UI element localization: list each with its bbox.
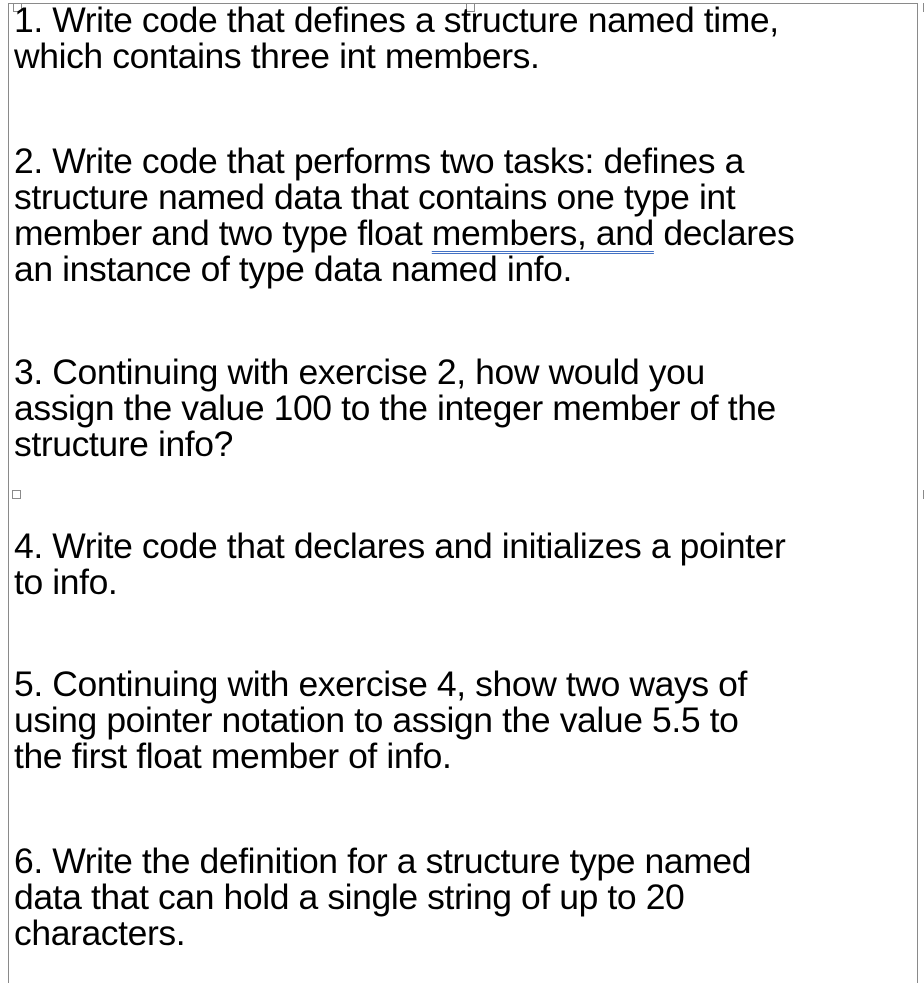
exercise-2-line-2: structure named data that contains one type int	[14, 177, 736, 217]
exercise-5-line-1: 5. Continuing with exercise 4, show two ways of	[14, 664, 747, 704]
exercise-6-line-2: data that can hold a single string of up to 20	[14, 877, 685, 917]
exercise-2-line-3-end: declares	[653, 213, 795, 253]
exercise-6[interactable]	[14, 843, 751, 951]
exercise-1[interactable]	[14, 2, 779, 74]
exercise-6-line-3: characters.	[14, 913, 186, 953]
exercise-4-line-2: to info.	[14, 562, 118, 602]
grammar-suggestion-underline[interactable]: members, and	[431, 213, 654, 253]
exercise-2-line-1: 2. Write code that performs two tasks: defines a	[14, 141, 744, 181]
exercise-2-line-3-start: member and two type float	[14, 213, 432, 253]
exercise-3-line-3: structure info?	[14, 424, 233, 464]
exercise-2-line-4: an instance of type data named info.	[14, 249, 572, 289]
exercise-5-line-3: the first float member of info.	[14, 736, 452, 776]
exercise-4[interactable]	[14, 528, 785, 600]
exercise-5-line-2: using pointer notation to assign the value 5.5 to	[14, 700, 739, 740]
exercise-2-line-3	[14, 215, 794, 251]
exercise-1-line-2: which contains three int members.	[14, 36, 540, 76]
exercise-1-line-1: 1. Write code that defines a structure named time,	[14, 0, 779, 40]
resize-handle-left[interactable]	[12, 490, 21, 499]
exercise-4-line-1: 4. Write code that declares and initializes a pointer	[14, 526, 786, 566]
exercise-6-line-1: 6. Write the definition for a structure type named	[14, 841, 752, 881]
exercise-5[interactable]	[14, 666, 747, 774]
exercise-3-line-1: 3. Continuing with exercise 2, how would you	[14, 352, 705, 392]
exercise-3[interactable]	[14, 354, 776, 462]
exercise-3-line-2: assign the value 100 to the integer member of the	[14, 388, 776, 428]
exercise-2[interactable]	[14, 143, 794, 287]
